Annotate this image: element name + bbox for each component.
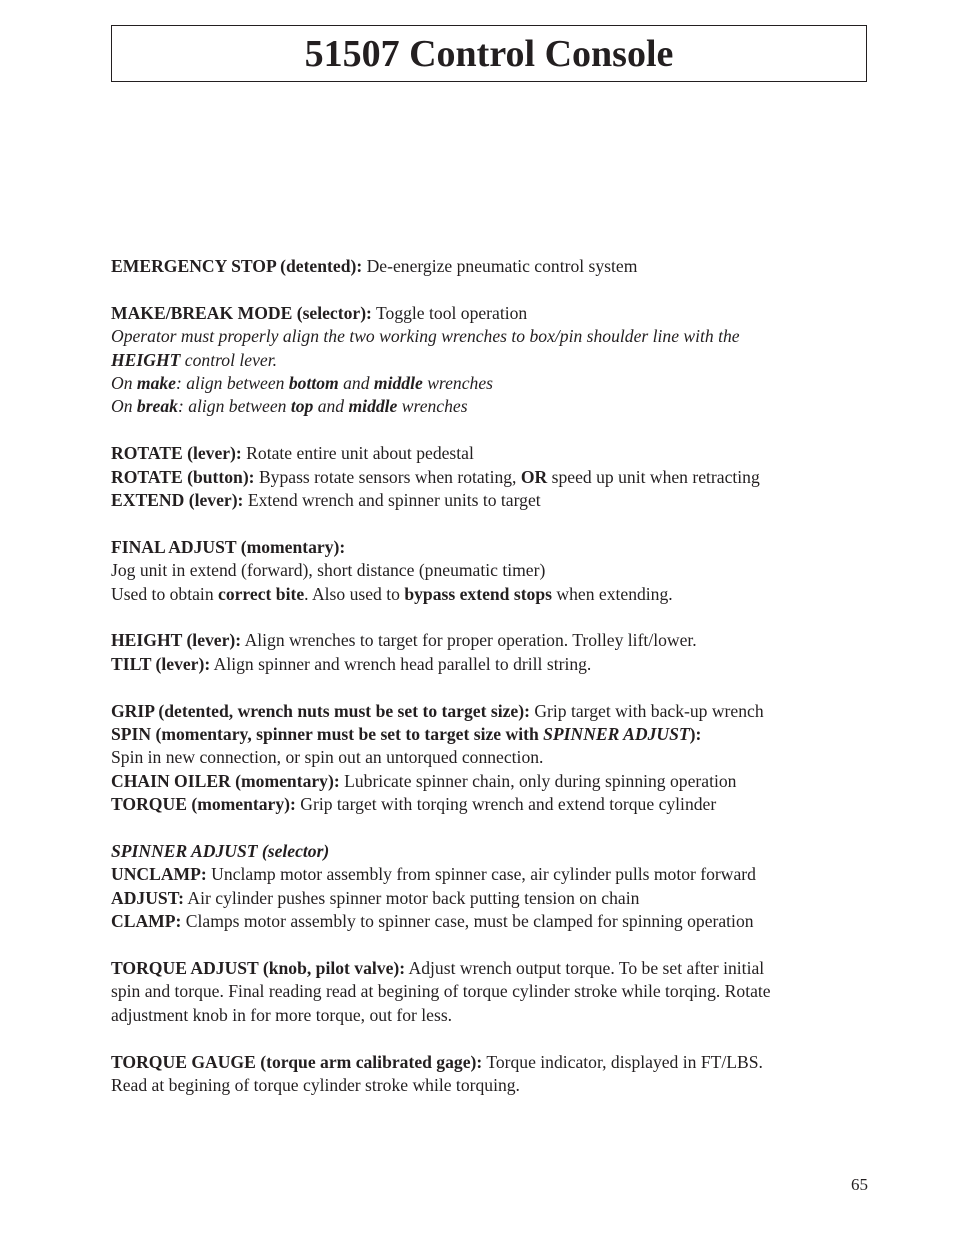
break-a: On: [111, 396, 137, 417]
extend-text: Extend wrench and spinner units to target: [243, 490, 541, 511]
rotate-button-line: [111, 466, 851, 489]
final-adjust-line2: [111, 583, 851, 606]
torque-text: Grip target with torqing wrench and extend torque cylinder: [295, 794, 717, 815]
torque-adjust-line2: spin and torque. Final reading read at begining of torque cylinder stroke while torqing. Rotate: [111, 981, 771, 1002]
spinner-adjust-heading: SPINNER ADJUST (selector): [111, 841, 330, 862]
clamp-label: CLAMP:: [111, 911, 182, 932]
torque-label: TORQUE (momentary):: [111, 794, 296, 815]
spin-line2: Spin in new connection, or spin out an untorqued connection.: [111, 747, 544, 768]
page-title: 51507 Control Console: [304, 32, 674, 75]
fa-l2d: bypass extend stops: [404, 583, 552, 604]
height-label: HEIGHT (lever):: [111, 630, 242, 651]
torque-adjust-line1: [111, 957, 851, 980]
chain-oiler-line: [111, 770, 851, 793]
rotate-button-or: OR: [520, 466, 548, 487]
rotate-lever-text: Rotate entire unit about pedestal: [241, 443, 474, 464]
break-b: break: [136, 396, 178, 417]
torque-gauge-line1: [111, 1051, 851, 1074]
page-number: 65: [851, 1175, 868, 1194]
title-box: [111, 25, 867, 82]
spin-label-a: SPIN (momentary, spinner must be set to target size with: [111, 724, 544, 745]
rotate-button-text-a: Bypass rotate sensors when rotating,: [254, 466, 521, 487]
unclamp-line: [111, 863, 851, 886]
make-e: and: [338, 373, 374, 394]
make-a: On: [111, 373, 137, 394]
break-e: and: [313, 396, 349, 417]
make-line: [111, 372, 851, 395]
clamp-line: [111, 910, 851, 933]
torque-adjust-text1: Adjust wrench output torque. To be set after initial: [405, 958, 765, 979]
break-f: middle: [348, 396, 398, 417]
rotate-button-label: ROTATE (button):: [111, 466, 255, 487]
tilt-line: [111, 653, 851, 676]
break-g: wrenches: [397, 396, 468, 417]
note-text-end: control lever.: [180, 349, 277, 370]
makebreak-note: [111, 325, 851, 348]
makebreak-line: [111, 302, 851, 325]
chain-oiler-label: CHAIN OILER (momentary):: [111, 770, 340, 791]
torque-line: [111, 793, 851, 816]
fa-l2b: correct bite: [218, 583, 305, 604]
torque-gauge-label: TORQUE GAUGE (torque arm calibrated gage):: [111, 1051, 483, 1072]
make-d: bottom: [288, 373, 339, 394]
tilt-text: Align spinner and wrench head parallel to drill string.: [210, 653, 592, 674]
grip-text: Grip target with back-up wrench: [529, 700, 764, 721]
adjust-label: ADJUST:: [111, 887, 184, 908]
break-d: top: [290, 396, 314, 417]
rotate-button-text-c: speed up unit when retracting: [547, 466, 760, 487]
height-line: [111, 629, 851, 652]
rotate-lever-line: [111, 442, 851, 465]
torque-gauge-line2: Read at begining of torque cylinder stroke while torquing.: [111, 1075, 520, 1096]
unclamp-label: UNCLAMP:: [111, 864, 207, 885]
clamp-text: Clamps motor assembly to spinner case, must be clamped for spinning operation: [181, 911, 754, 932]
extend-label: EXTEND (lever):: [111, 490, 244, 511]
torque-gauge-text1: Torque indicator, displayed in FT/LBS.: [482, 1051, 763, 1072]
rotate-lever-label: ROTATE (lever):: [111, 443, 242, 464]
document-body: [111, 255, 851, 1098]
adjust-text: Air cylinder pushes spinner motor back putting tension on chain: [184, 887, 640, 908]
estop-line: [111, 255, 851, 278]
tilt-label: TILT (lever):: [111, 653, 211, 674]
make-b: make: [136, 373, 176, 394]
make-c: : align between: [176, 373, 289, 394]
makebreak-note-cont: [111, 349, 851, 372]
note-height: HEIGHT: [111, 349, 181, 370]
make-f: middle: [373, 373, 423, 394]
fa-l2a: Used to obtain: [111, 583, 219, 604]
chain-oiler-text: Lubricate spinner chain, only during spinning operation: [339, 770, 737, 791]
unclamp-text: Unclamp motor assembly from spinner case, air cylinder pulls motor forward: [206, 864, 756, 885]
spin-label-c: ):: [689, 724, 702, 745]
final-adjust-line1: Jog unit in extend (forward), short distance (pneumatic timer): [111, 560, 546, 581]
grip-label: GRIP (detented, wrench nuts must be set to target size):: [111, 700, 530, 721]
extend-line: [111, 489, 851, 512]
grip-line: [111, 700, 851, 723]
fa-l2c: . Also used to: [304, 583, 405, 604]
note-text: Operator must properly align the two working wrenches to box/pin shoulder line with the: [111, 326, 740, 347]
height-text: Align wrenches to target for proper operation. Trolley lift/lower.: [241, 630, 697, 651]
estop-text: De-energize pneumatic control system: [362, 256, 638, 276]
break-c: : align between: [177, 396, 291, 417]
make-g: wrenches: [422, 373, 493, 394]
estop-label: EMERGENCY STOP (detented):: [111, 256, 363, 276]
break-line: [111, 395, 851, 418]
final-adjust-label: FINAL ADJUST (momentary):: [111, 536, 346, 557]
torque-adjust-label: TORQUE ADJUST (knob, pilot valve):: [111, 958, 406, 979]
torque-adjust-line3: adjustment knob in for more torque, out for less.: [111, 1004, 453, 1025]
adjust-line: [111, 887, 851, 910]
fa-l2e: when extending.: [551, 583, 673, 604]
makebreak-label: MAKE/BREAK MODE (selector):: [111, 302, 372, 323]
makebreak-text: Toggle tool operation: [371, 302, 528, 323]
spin-line: [111, 723, 851, 746]
spin-label-b: SPINNER ADJUST: [543, 724, 690, 745]
